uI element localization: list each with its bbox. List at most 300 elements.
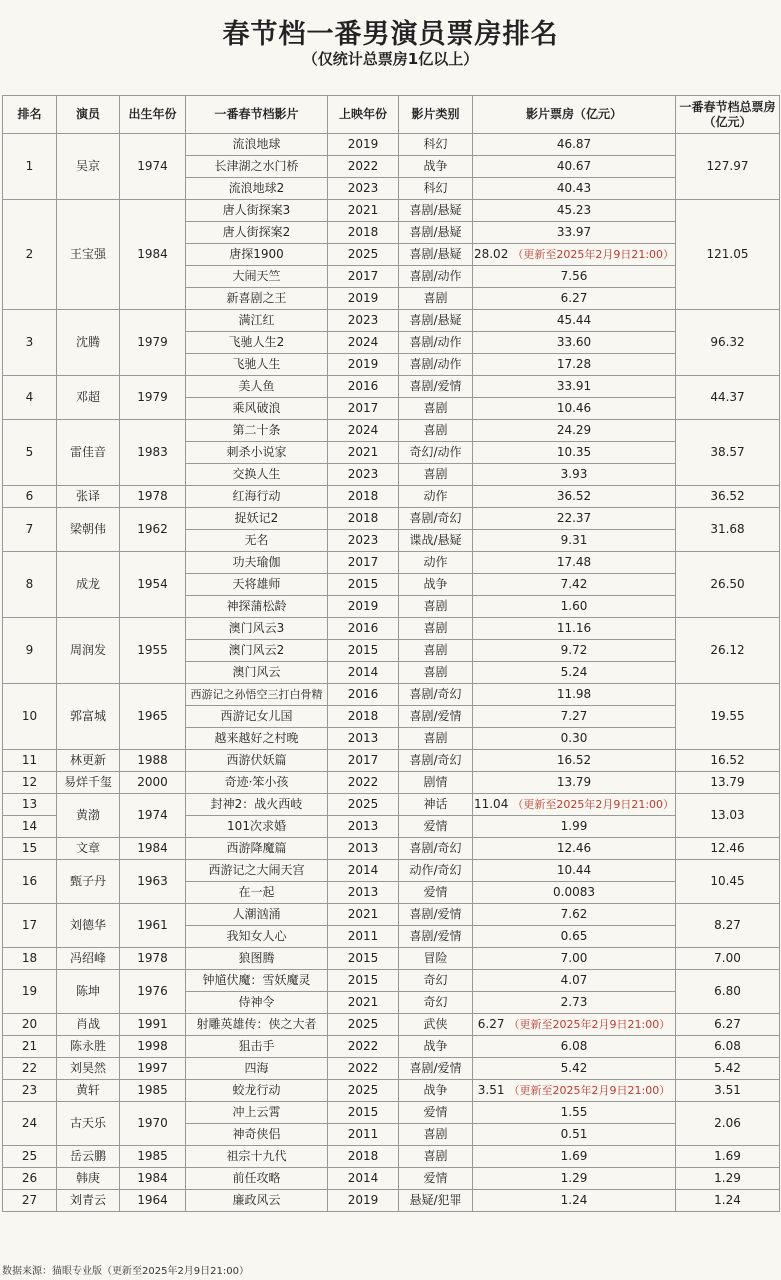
genre-cell: 喜剧	[399, 464, 473, 486]
film-title-cell: 无名	[186, 530, 328, 552]
box-office-value: 7.62	[560, 907, 588, 921]
table-row	[3, 310, 780, 332]
film-box-office-cell	[473, 134, 676, 156]
box-office-value: 5.42	[560, 1061, 588, 1075]
release-year-cell: 2011	[328, 926, 399, 948]
rank-cell: 14	[3, 816, 57, 838]
genre-cell: 冒险	[399, 948, 473, 970]
release-year-cell: 2025	[328, 1080, 399, 1102]
page-title: 春节档一番男演员票房排名	[222, 19, 559, 50]
box-office-value: 10.35	[556, 445, 592, 459]
rank-cell: 13	[3, 794, 57, 816]
film-box-office-cell	[473, 310, 676, 332]
actor-cell: 易烊千玺	[57, 772, 120, 794]
birth-year-cell: 1974	[120, 794, 186, 838]
film-box-office-cell	[473, 662, 676, 684]
release-year-cell: 2014	[328, 860, 399, 882]
total-box-office-cell: 2.06	[676, 1102, 780, 1146]
film-box-office-cell	[473, 1014, 676, 1036]
ranking-table	[2, 95, 780, 1212]
birth-year-cell: 1974	[120, 134, 186, 200]
release-year-cell: 2025	[328, 1014, 399, 1036]
film-title-cell: 在一起	[186, 882, 328, 904]
actor-cell: 王宝强	[57, 200, 120, 310]
birth-year-cell: 1978	[120, 948, 186, 970]
header-total-box-office: 一番春节档总票房（亿元）	[676, 96, 780, 134]
box-office-value: 7.27	[560, 709, 588, 723]
film-title-cell: 前任攻略	[186, 1168, 328, 1190]
total-box-office-cell: 121.05	[676, 200, 780, 310]
film-title-cell: 唐探1900	[186, 244, 328, 266]
release-year-cell: 2018	[328, 1146, 399, 1168]
birth-year-cell: 1998	[120, 1036, 186, 1058]
release-year-cell: 2018	[328, 706, 399, 728]
birth-year-cell: 1962	[120, 508, 186, 552]
release-year-cell: 2023	[328, 464, 399, 486]
box-office-value: 11.04	[473, 797, 509, 811]
film-title-cell: 射雕英雄传：侠之大者	[186, 1014, 328, 1036]
release-year-cell: 2015	[328, 1102, 399, 1124]
box-office-value: 22.37	[556, 511, 592, 525]
total-box-office-cell: 7.00	[676, 948, 780, 970]
release-year-cell: 2013	[328, 838, 399, 860]
film-title-cell: 澳门风云	[186, 662, 328, 684]
rank-cell: 25	[3, 1146, 57, 1168]
film-box-office-cell	[473, 486, 676, 508]
birth-year-cell: 1964	[120, 1190, 186, 1212]
film-box-office-cell	[473, 266, 676, 288]
film-title-cell: 西游降魔篇	[186, 838, 328, 860]
box-office-value: 33.60	[556, 335, 592, 349]
rank-cell: 8	[3, 552, 57, 618]
total-box-office-cell: 1.69	[676, 1146, 780, 1168]
film-title-cell: 冲上云霄	[186, 1102, 328, 1124]
rank-cell: 21	[3, 1036, 57, 1058]
table-row	[3, 1014, 780, 1036]
film-title-cell: 澳门风云2	[186, 640, 328, 662]
actor-cell: 沈腾	[57, 310, 120, 376]
box-office-value: 45.44	[556, 313, 592, 327]
film-title-cell: 交换人生	[186, 464, 328, 486]
film-box-office-cell	[473, 728, 676, 750]
genre-cell: 动作	[399, 486, 473, 508]
film-title-cell: 唐人街探案3	[186, 200, 328, 222]
genre-cell: 喜剧	[399, 1146, 473, 1168]
table-row	[3, 618, 780, 640]
birth-year-cell: 1983	[120, 420, 186, 486]
rank-cell: 12	[3, 772, 57, 794]
table-row	[3, 838, 780, 860]
total-box-office-cell: 13.79	[676, 772, 780, 794]
box-office-value: 17.28	[556, 357, 592, 371]
box-office-value: 0.65	[560, 929, 588, 943]
total-box-office-cell: 10.45	[676, 860, 780, 904]
total-box-office-cell: 96.32	[676, 310, 780, 376]
genre-cell: 动作	[399, 552, 473, 574]
film-title-cell: 长津湖之水门桥	[186, 156, 328, 178]
film-box-office-cell	[473, 1036, 676, 1058]
film-title-cell: 澳门风云3	[186, 618, 328, 640]
total-box-office-cell: 44.37	[676, 376, 780, 420]
genre-cell: 谍战/悬疑	[399, 530, 473, 552]
genre-cell: 喜剧/动作	[399, 266, 473, 288]
total-box-office-cell: 6.27	[676, 1014, 780, 1036]
rank-cell: 17	[3, 904, 57, 948]
release-year-cell: 2023	[328, 530, 399, 552]
film-title-cell: 流浪地球2	[186, 178, 328, 200]
table-row	[3, 552, 780, 574]
table-row	[3, 794, 780, 816]
film-title-cell: 乘风破浪	[186, 398, 328, 420]
rank-cell: 22	[3, 1058, 57, 1080]
rank-cell: 4	[3, 376, 57, 420]
film-box-office-cell	[473, 244, 676, 266]
actor-cell: 吴京	[57, 134, 120, 200]
box-office-value: 6.08	[560, 1039, 588, 1053]
release-year-cell: 2013	[328, 728, 399, 750]
film-box-office-cell	[473, 904, 676, 926]
release-year-cell: 2018	[328, 508, 399, 530]
rank-cell: 16	[3, 860, 57, 904]
actor-cell: 文章	[57, 838, 120, 860]
film-box-office-cell	[473, 838, 676, 860]
box-office-value: 40.67	[556, 159, 592, 173]
actor-cell: 刘青云	[57, 1190, 120, 1212]
box-office-value: 17.48	[556, 555, 592, 569]
box-office-value: 5.24	[560, 665, 588, 679]
genre-cell: 悬疑/犯罪	[399, 1190, 473, 1212]
birth-year-cell: 2000	[120, 772, 186, 794]
birth-year-cell: 1984	[120, 838, 186, 860]
total-box-office-cell: 31.68	[676, 508, 780, 552]
header-genre: 影片类别	[399, 96, 473, 134]
release-year-cell: 2014	[328, 1168, 399, 1190]
genre-cell: 喜剧/悬疑	[399, 244, 473, 266]
film-box-office-cell	[473, 684, 676, 706]
release-year-cell: 2018	[328, 222, 399, 244]
actor-cell: 陈坤	[57, 970, 120, 1014]
actor-cell: 张译	[57, 486, 120, 508]
genre-cell: 喜剧/悬疑	[399, 200, 473, 222]
film-title-cell: 美人鱼	[186, 376, 328, 398]
actor-cell: 刘德华	[57, 904, 120, 948]
box-office-value: 6.27	[560, 291, 588, 305]
birth-year-cell: 1984	[120, 1168, 186, 1190]
film-box-office-cell	[473, 926, 676, 948]
film-title-cell: 狙击手	[186, 1036, 328, 1058]
film-title-cell: 功夫瑜伽	[186, 552, 328, 574]
film-title-cell: 红海行动	[186, 486, 328, 508]
table-row	[3, 684, 780, 706]
box-office-value: 12.46	[556, 841, 592, 855]
table-row	[3, 948, 780, 970]
genre-cell: 剧情	[399, 772, 473, 794]
film-title-cell: 祖宗十九代	[186, 1146, 328, 1168]
actor-cell: 韩庚	[57, 1168, 120, 1190]
box-office-value: 1.99	[560, 819, 588, 833]
actor-cell: 甄子丹	[57, 860, 120, 904]
film-box-office-cell	[473, 332, 676, 354]
table-row	[3, 200, 780, 222]
table-row	[3, 376, 780, 398]
film-box-office-cell	[473, 1124, 676, 1146]
box-office-value: 0.30	[560, 731, 588, 745]
genre-cell: 爱情	[399, 1168, 473, 1190]
table-row	[3, 904, 780, 926]
table-row	[3, 1058, 780, 1080]
table-row	[3, 1080, 780, 1102]
film-box-office-cell	[473, 706, 676, 728]
release-year-cell: 2023	[328, 310, 399, 332]
film-box-office-cell	[473, 618, 676, 640]
genre-cell: 喜剧	[399, 398, 473, 420]
rank-cell: 3	[3, 310, 57, 376]
film-title-cell: 神奇侠侣	[186, 1124, 328, 1146]
release-year-cell: 2021	[328, 200, 399, 222]
genre-cell: 喜剧/爱情	[399, 926, 473, 948]
birth-year-cell: 1954	[120, 552, 186, 618]
film-box-office-cell	[473, 1190, 676, 1212]
film-box-office-cell	[473, 464, 676, 486]
film-title-cell: 大闹天竺	[186, 266, 328, 288]
total-box-office-cell: 13.03	[676, 794, 780, 838]
table-row	[3, 1146, 780, 1168]
box-office-value: 7.00	[560, 951, 588, 965]
release-year-cell: 2021	[328, 992, 399, 1014]
release-year-cell: 2015	[328, 948, 399, 970]
data-source-footer: 数据来源：猫眼专业版（更新至2025年2月9日21:00）	[2, 1266, 249, 1277]
film-box-office-cell	[473, 574, 676, 596]
box-office-value: 11.16	[556, 621, 592, 635]
film-box-office-cell	[473, 354, 676, 376]
genre-cell: 奇幻/动作	[399, 442, 473, 464]
release-year-cell: 2011	[328, 1124, 399, 1146]
update-note: （更新至2025年2月9日21:00）	[508, 1018, 671, 1031]
film-title-cell: 飞驰人生	[186, 354, 328, 376]
actor-cell: 黄渤	[57, 794, 120, 838]
table-row	[3, 1102, 780, 1124]
release-year-cell: 2019	[328, 596, 399, 618]
birth-year-cell: 1985	[120, 1146, 186, 1168]
total-box-office-cell: 1.29	[676, 1168, 780, 1190]
rank-cell: 2	[3, 200, 57, 310]
film-box-office-cell	[473, 1058, 676, 1080]
total-box-office-cell: 16.52	[676, 750, 780, 772]
rank-cell: 23	[3, 1080, 57, 1102]
box-office-value: 0.51	[560, 1127, 588, 1141]
rank-cell: 24	[3, 1102, 57, 1146]
birth-year-cell: 1955	[120, 618, 186, 684]
film-title-cell: 奇迹·笨小孩	[186, 772, 328, 794]
total-box-office-cell: 3.51	[676, 1080, 780, 1102]
film-box-office-cell	[473, 420, 676, 442]
birth-year-cell: 1970	[120, 1102, 186, 1146]
header-rank: 排名	[3, 96, 57, 134]
release-year-cell: 2021	[328, 442, 399, 464]
genre-cell: 喜剧/悬疑	[399, 310, 473, 332]
box-office-value: 10.44	[556, 863, 592, 877]
film-title-cell: 西游记女儿国	[186, 706, 328, 728]
birth-year-cell: 1988	[120, 750, 186, 772]
film-box-office-cell	[473, 398, 676, 420]
genre-cell: 喜剧/爱情	[399, 706, 473, 728]
rank-cell: 6	[3, 486, 57, 508]
film-box-office-cell	[473, 156, 676, 178]
film-box-office-cell	[473, 1080, 676, 1102]
genre-cell: 战争	[399, 1080, 473, 1102]
film-title-cell: 蛟龙行动	[186, 1080, 328, 1102]
table-row	[3, 420, 780, 442]
rank-cell: 9	[3, 618, 57, 684]
actor-cell: 林更新	[57, 750, 120, 772]
actor-cell: 肖战	[57, 1014, 120, 1036]
box-office-value: 9.31	[560, 533, 588, 547]
table-row	[3, 1190, 780, 1212]
film-title-cell: 满江红	[186, 310, 328, 332]
film-title-cell: 刺杀小说家	[186, 442, 328, 464]
header-row	[3, 96, 780, 134]
release-year-cell: 2022	[328, 772, 399, 794]
film-title-cell: 神探蒲松龄	[186, 596, 328, 618]
release-year-cell: 2015	[328, 970, 399, 992]
genre-cell: 喜剧/爱情	[399, 904, 473, 926]
actor-cell: 梁朝伟	[57, 508, 120, 552]
total-box-office-cell: 6.80	[676, 970, 780, 1014]
birth-year-cell: 1997	[120, 1058, 186, 1080]
actor-cell: 邓超	[57, 376, 120, 420]
genre-cell: 动作/奇幻	[399, 860, 473, 882]
rank-cell: 26	[3, 1168, 57, 1190]
total-box-office-cell: 12.46	[676, 838, 780, 860]
release-year-cell: 2022	[328, 1058, 399, 1080]
total-box-office-cell: 127.97	[676, 134, 780, 200]
film-box-office-cell	[473, 640, 676, 662]
total-box-office-cell: 26.12	[676, 618, 780, 684]
genre-cell: 喜剧	[399, 640, 473, 662]
header-film-box-office: 影片票房（亿元）	[473, 96, 676, 134]
header-birth-year: 出生年份	[120, 96, 186, 134]
film-box-office-cell	[473, 948, 676, 970]
release-year-cell: 2016	[328, 618, 399, 640]
film-title-cell: 人潮汹涌	[186, 904, 328, 926]
release-year-cell: 2024	[328, 420, 399, 442]
box-office-value: 3.51	[477, 1083, 505, 1097]
release-year-cell: 2015	[328, 574, 399, 596]
film-title-cell: 西游伏妖篇	[186, 750, 328, 772]
genre-cell: 喜剧/爱情	[399, 1058, 473, 1080]
header-actor: 演员	[57, 96, 120, 134]
total-box-office-cell: 5.42	[676, 1058, 780, 1080]
release-year-cell: 2018	[328, 486, 399, 508]
genre-cell: 喜剧	[399, 1124, 473, 1146]
genre-cell: 喜剧/奇幻	[399, 838, 473, 860]
genre-cell: 科幻	[399, 178, 473, 200]
rank-cell: 7	[3, 508, 57, 552]
box-office-value: 7.56	[560, 269, 588, 283]
release-year-cell: 2025	[328, 794, 399, 816]
total-box-office-cell: 26.50	[676, 552, 780, 618]
film-title-cell: 我知女人心	[186, 926, 328, 948]
release-year-cell: 2024	[328, 332, 399, 354]
film-title-cell: 西游记之孙悟空三打白骨精	[186, 684, 328, 706]
birth-year-cell: 1976	[120, 970, 186, 1014]
film-title-cell: 天将雄师	[186, 574, 328, 596]
genre-cell: 奇幻	[399, 970, 473, 992]
birth-year-cell: 1979	[120, 376, 186, 420]
birth-year-cell: 1979	[120, 310, 186, 376]
film-title-cell: 飞驰人生2	[186, 332, 328, 354]
film-box-office-cell	[473, 1146, 676, 1168]
actor-cell: 刘昊然	[57, 1058, 120, 1080]
film-title-cell: 流浪地球	[186, 134, 328, 156]
release-year-cell: 2019	[328, 288, 399, 310]
birth-year-cell: 1985	[120, 1080, 186, 1102]
genre-cell: 爱情	[399, 816, 473, 838]
table-row	[3, 1036, 780, 1058]
film-box-office-cell	[473, 596, 676, 618]
box-office-value: 36.52	[556, 489, 592, 503]
genre-cell: 战争	[399, 574, 473, 596]
release-year-cell: 2022	[328, 156, 399, 178]
table-row	[3, 970, 780, 992]
release-year-cell: 2017	[328, 750, 399, 772]
rank-cell: 18	[3, 948, 57, 970]
rank-cell: 27	[3, 1190, 57, 1212]
box-office-value: 10.46	[556, 401, 592, 415]
birth-year-cell: 1984	[120, 200, 186, 310]
box-office-value: 3.93	[560, 467, 588, 481]
film-title-cell: 越来越好之村晚	[186, 728, 328, 750]
actor-cell: 周润发	[57, 618, 120, 684]
film-title-cell: 捉妖记2	[186, 508, 328, 530]
header-release-year: 上映年份	[328, 96, 399, 134]
box-office-value: 45.23	[556, 203, 592, 217]
film-title-cell: 第二十条	[186, 420, 328, 442]
film-box-office-cell	[473, 750, 676, 772]
birth-year-cell: 1978	[120, 486, 186, 508]
box-office-value: 7.42	[560, 577, 588, 591]
release-year-cell: 2014	[328, 662, 399, 684]
release-year-cell: 2017	[328, 398, 399, 420]
release-year-cell: 2019	[328, 1190, 399, 1212]
film-title-cell: 唐人街探案2	[186, 222, 328, 244]
box-office-value: 1.55	[560, 1105, 588, 1119]
box-office-value: 33.91	[556, 379, 592, 393]
table-row	[3, 134, 780, 156]
box-office-value: 6.27	[477, 1017, 505, 1031]
release-year-cell: 2023	[328, 178, 399, 200]
film-box-office-cell	[473, 222, 676, 244]
film-title-cell: 狼图腾	[186, 948, 328, 970]
release-year-cell: 2016	[328, 376, 399, 398]
table-row	[3, 508, 780, 530]
film-box-office-cell	[473, 376, 676, 398]
release-year-cell: 2019	[328, 134, 399, 156]
box-office-value: 4.07	[560, 973, 588, 987]
genre-cell: 喜剧/奇幻	[399, 508, 473, 530]
actor-cell: 古天乐	[57, 1102, 120, 1146]
box-office-value: 1.60	[560, 599, 588, 613]
release-year-cell: 2013	[328, 816, 399, 838]
genre-cell: 喜剧/悬疑	[399, 222, 473, 244]
genre-cell: 喜剧/动作	[399, 332, 473, 354]
total-box-office-cell: 6.08	[676, 1036, 780, 1058]
release-year-cell: 2017	[328, 266, 399, 288]
box-office-value: 2.73	[560, 995, 588, 1009]
film-title-cell: 封神2：战火西岐	[186, 794, 328, 816]
actor-cell: 成龙	[57, 552, 120, 618]
film-box-office-cell	[473, 882, 676, 904]
